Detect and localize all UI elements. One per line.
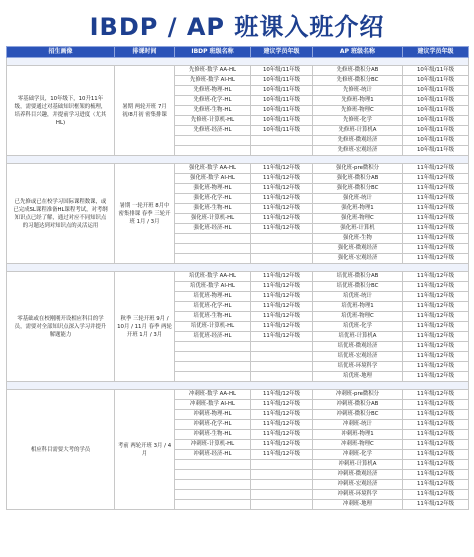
- ibdp-grade-cell: 11年级/12年级: [251, 390, 313, 400]
- group-separator: [7, 58, 469, 66]
- empty-cell: [251, 146, 313, 156]
- ap-grade-cell: 10年级/11年级: [403, 126, 469, 136]
- ibdp-grade-cell: 11年级/12年级: [251, 400, 313, 410]
- header-ibdp-grade: 建议学员年级: [251, 47, 313, 58]
- ap-class-cell: 强化班-微积分AB: [313, 174, 403, 184]
- ibdp-class-cell: 强化班-数学 AA-HL: [175, 164, 251, 174]
- ibdp-class-cell: 冲刺班-物理-HL: [175, 410, 251, 420]
- empty-cell: [251, 490, 313, 500]
- schedule-cell: 秋季 三轮开班 9月 / 10月 / 11月 春季 两轮开班 1月 / 3月: [115, 272, 175, 382]
- header-ibdp-class: IBDP 班级名称: [175, 47, 251, 58]
- ap-class-cell: 强化班-物理1: [313, 204, 403, 214]
- ibdp-class-cell: 培优班-化学-HL: [175, 302, 251, 312]
- table-body: [7, 58, 469, 510]
- ap-class-cell: 培优班-微观经济: [313, 342, 403, 352]
- ap-class-cell: 培优班-化学: [313, 322, 403, 332]
- ap-class-cell: 先修班-微观经济: [313, 136, 403, 146]
- ap-grade-cell: 11年级/12年级: [403, 450, 469, 460]
- ap-class-cell: 冲刺班-微积分BC: [313, 410, 403, 420]
- ap-grade-cell: 11年级/12年级: [403, 204, 469, 214]
- course-table: [6, 46, 469, 510]
- empty-cell: [175, 362, 251, 372]
- ibdp-grade-cell: 11年级/12年级: [251, 174, 313, 184]
- table-header-row: [7, 47, 469, 58]
- ap-class-cell: 强化班-统计: [313, 194, 403, 204]
- table-row: [7, 66, 469, 76]
- header-profile: 招生画像: [7, 47, 115, 58]
- ap-class-cell: 冲刺班-微积分AB: [313, 400, 403, 410]
- header-schedule: 排课时间: [115, 47, 175, 58]
- ap-grade-cell: 11年级/12年级: [403, 342, 469, 352]
- ap-grade-cell: 11年级/12年级: [403, 490, 469, 500]
- ibdp-grade-cell: 11年级/12年级: [251, 282, 313, 292]
- ap-grade-cell: 11年级/12年级: [403, 292, 469, 302]
- ap-class-cell: 冲刺班-计算机A: [313, 460, 403, 470]
- empty-cell: [251, 342, 313, 352]
- ap-grade-cell: 11年级/12年级: [403, 332, 469, 342]
- ibdp-grade-cell: 10年级/11年级: [251, 66, 313, 76]
- ap-grade-cell: 11年级/12年级: [403, 390, 469, 400]
- empty-cell: [251, 500, 313, 510]
- ibdp-grade-cell: 11年级/12年级: [251, 214, 313, 224]
- ap-grade-cell: 10年级/11年级: [403, 86, 469, 96]
- ap-class-cell: 先修班-统计: [313, 86, 403, 96]
- header-ap-class: AP 班级名称: [313, 47, 403, 58]
- empty-cell: [175, 244, 251, 254]
- empty-cell: [175, 470, 251, 480]
- ap-class-cell: 培优班-宏观经济: [313, 352, 403, 362]
- empty-cell: [175, 460, 251, 470]
- ap-class-cell: 强化班-pre微积分: [313, 164, 403, 174]
- ibdp-class-cell: 培优班-经济-HL: [175, 332, 251, 342]
- ap-grade-cell: 11年级/12年级: [403, 184, 469, 194]
- group-separator: [7, 264, 469, 272]
- ibdp-class-cell: 先修班-化学-HL: [175, 96, 251, 106]
- ap-grade-cell: 11年级/12年级: [403, 372, 469, 382]
- ap-class-cell: 培优班-计算机A: [313, 332, 403, 342]
- group-separator: [7, 382, 469, 390]
- ap-class-cell: 强化班-微积分BC: [313, 184, 403, 194]
- table-row: [7, 164, 469, 174]
- empty-cell: [175, 146, 251, 156]
- ibdp-grade-cell: 10年级/11年级: [251, 106, 313, 116]
- ap-grade-cell: 11年级/12年级: [403, 164, 469, 174]
- page: [0, 4, 474, 557]
- ibdp-class-cell: 培优班-生物-HL: [175, 312, 251, 322]
- ap-class-cell: 先修班-宏观经济: [313, 146, 403, 156]
- ibdp-class-cell: 先修班-经济-HL: [175, 126, 251, 136]
- ap-grade-cell: 11年级/12年级: [403, 282, 469, 292]
- ibdp-class-cell: 培优班-数学 AI-HL: [175, 282, 251, 292]
- ap-grade-cell: 10年级/11年级: [403, 116, 469, 126]
- ibdp-class-cell: 先修班-计算机-HL: [175, 116, 251, 126]
- ibdp-grade-cell: 11年级/12年级: [251, 440, 313, 450]
- ibdp-class-cell: 冲刺班-化学-HL: [175, 420, 251, 430]
- ap-grade-cell: 11年级/12年级: [403, 420, 469, 430]
- ibdp-grade-cell: 11年级/12年级: [251, 410, 313, 420]
- ap-grade-cell: 11年级/12年级: [403, 194, 469, 204]
- schedule-cell: 暑期 两轮开班 7月初/8月初 密集排课: [115, 66, 175, 156]
- ap-class-cell: 培优班-物理1: [313, 302, 403, 312]
- ap-class-cell: 冲刺班-物理1: [313, 430, 403, 440]
- ibdp-grade-cell: 10年级/11年级: [251, 116, 313, 126]
- schedule-cell: 考前 两轮开班 3月 / 4月: [115, 390, 175, 510]
- empty-cell: [175, 136, 251, 146]
- ibdp-grade-cell: 11年级/12年级: [251, 450, 313, 460]
- empty-cell: [175, 234, 251, 244]
- group-separator: [7, 156, 469, 164]
- ibdp-grade-cell: 10年级/11年级: [251, 96, 313, 106]
- ibdp-grade-cell: 11年级/12年级: [251, 292, 313, 302]
- ap-class-cell: 先修班-计算机A: [313, 126, 403, 136]
- ap-class-cell: 强化班-计算机: [313, 224, 403, 234]
- student-profile-cell: 零基础或在校刚刚开设相应科目的学员，需要对全部知识点深入学习并提升解题能力: [7, 272, 115, 382]
- ibdp-class-cell: 冲刺班-数学 AI-HL: [175, 400, 251, 410]
- ap-grade-cell: 11年级/12年级: [403, 352, 469, 362]
- ap-class-cell: 冲刺班-地理: [313, 500, 403, 510]
- ap-class-cell: 冲刺班-物理C: [313, 440, 403, 450]
- ap-grade-cell: 11年级/12年级: [403, 214, 469, 224]
- empty-cell: [251, 136, 313, 146]
- ap-class-cell: 先修班-物理1: [313, 96, 403, 106]
- ap-class-cell: 冲刺班-pre微积分: [313, 390, 403, 400]
- empty-cell: [175, 254, 251, 264]
- ap-grade-cell: 11年级/12年级: [403, 430, 469, 440]
- ibdp-class-cell: 培优班-物理-HL: [175, 292, 251, 302]
- empty-cell: [175, 372, 251, 382]
- page-title: IBDP / AP 班课入班介绍: [89, 12, 385, 41]
- ap-class-cell: 培优班-环境科学: [313, 362, 403, 372]
- ap-grade-cell: 11年级/12年级: [403, 322, 469, 332]
- empty-cell: [251, 352, 313, 362]
- ibdp-grade-cell: 11年级/12年级: [251, 272, 313, 282]
- ibdp-class-cell: 培优班-数学 AA-HL: [175, 272, 251, 282]
- ibdp-class-cell: 强化班-生物-HL: [175, 204, 251, 214]
- ibdp-grade-cell: 11年级/12年级: [251, 224, 313, 234]
- ibdp-grade-cell: 10年级/11年级: [251, 126, 313, 136]
- ap-class-cell: 冲刺班-统计: [313, 420, 403, 430]
- header-ap-grade: 建议学员年级: [403, 47, 469, 58]
- ap-class-cell: 培优班-统计: [313, 292, 403, 302]
- schedule-cell: 暑期 一轮开班 8月中 密集排课 春季 三轮开班 1月 / 3月: [115, 164, 175, 264]
- empty-cell: [251, 480, 313, 490]
- ap-grade-cell: 11年级/12年级: [403, 400, 469, 410]
- ap-grade-cell: 10年级/11年级: [403, 66, 469, 76]
- ap-grade-cell: 11年级/12年级: [403, 362, 469, 372]
- ap-grade-cell: 11年级/12年级: [403, 302, 469, 312]
- ap-class-cell: 冲刺班-化学: [313, 450, 403, 460]
- ibdp-class-cell: 强化班-化学-HL: [175, 194, 251, 204]
- ibdp-class-cell: 冲刺班-经济-HL: [175, 450, 251, 460]
- ap-class-cell: 先修班-微积分BC: [313, 76, 403, 86]
- ap-class-cell: 冲刺班-宏观经济: [313, 480, 403, 490]
- ibdp-grade-cell: 11年级/12年级: [251, 302, 313, 312]
- ap-grade-cell: 10年级/11年级: [403, 146, 469, 156]
- ap-grade-cell: 11年级/12年级: [403, 440, 469, 450]
- ibdp-class-cell: 强化班-经济-HL: [175, 224, 251, 234]
- empty-cell: [251, 234, 313, 244]
- separator-cell: [7, 156, 469, 164]
- ibdp-grade-cell: 11年级/12年级: [251, 430, 313, 440]
- empty-cell: [251, 470, 313, 480]
- ap-grade-cell: 11年级/12年级: [403, 234, 469, 244]
- ap-grade-cell: 11年级/12年级: [403, 174, 469, 184]
- ap-grade-cell: 11年级/12年级: [403, 460, 469, 470]
- ap-grade-cell: 11年级/12年级: [403, 470, 469, 480]
- ibdp-grade-cell: 11年级/12年级: [251, 194, 313, 204]
- empty-cell: [251, 254, 313, 264]
- ap-grade-cell: 10年级/11年级: [403, 136, 469, 146]
- ap-grade-cell: 11年级/12年级: [403, 254, 469, 264]
- ap-class-cell: 培优班-微积分BC: [313, 282, 403, 292]
- ap-class-cell: 强化班-微观经济: [313, 244, 403, 254]
- empty-cell: [175, 490, 251, 500]
- ap-grade-cell: 11年级/12年级: [403, 312, 469, 322]
- ap-grade-cell: 11年级/12年级: [403, 224, 469, 234]
- ap-class-cell: 先修班-化学: [313, 116, 403, 126]
- table-row: [7, 272, 469, 282]
- ap-class-cell: 先修班-物理C: [313, 106, 403, 116]
- empty-cell: [175, 480, 251, 490]
- empty-cell: [175, 500, 251, 510]
- ap-class-cell: 强化班-物理C: [313, 214, 403, 224]
- ibdp-grade-cell: 11年级/12年级: [251, 312, 313, 322]
- ibdp-class-cell: 先修班-生物-HL: [175, 106, 251, 116]
- ibdp-class-cell: 先修班-数学 AI-HL: [175, 76, 251, 86]
- ibdp-class-cell: 先修班-数学 AA-HL: [175, 66, 251, 76]
- ap-grade-cell: 10年级/11年级: [403, 106, 469, 116]
- empty-cell: [251, 244, 313, 254]
- ibdp-grade-cell: 11年级/12年级: [251, 420, 313, 430]
- ap-class-cell: 培优班-地理: [313, 372, 403, 382]
- table-row: [7, 390, 469, 400]
- ibdp-grade-cell: 11年级/12年级: [251, 184, 313, 194]
- ibdp-grade-cell: 11年级/12年级: [251, 164, 313, 174]
- ap-grade-cell: 10年级/11年级: [403, 96, 469, 106]
- ibdp-class-cell: 先修班-物理-HL: [175, 86, 251, 96]
- empty-cell: [251, 362, 313, 372]
- ibdp-grade-cell: 11年级/12年级: [251, 332, 313, 342]
- ibdp-grade-cell: 11年级/12年级: [251, 322, 313, 332]
- ibdp-grade-cell: 10年级/11年级: [251, 76, 313, 86]
- empty-cell: [251, 372, 313, 382]
- ap-grade-cell: 11年级/12年级: [403, 500, 469, 510]
- empty-cell: [175, 342, 251, 352]
- student-profile-cell: 零基础学员，10年级下，10升11年级，需要通过对基础知识框架的梳理，培养科目兴趣，并提前学习进度（尤其HL): [7, 66, 115, 156]
- ap-class-cell: 冲刺班-微观经济: [313, 470, 403, 480]
- ap-class-cell: 冲刺班-环境科学: [313, 490, 403, 500]
- separator-cell: [7, 264, 469, 272]
- empty-cell: [175, 352, 251, 362]
- ap-grade-cell: 11年级/12年级: [403, 272, 469, 282]
- empty-cell: [251, 460, 313, 470]
- ap-class-cell: 培优班-微积分AB: [313, 272, 403, 282]
- ibdp-grade-cell: 10年级/11年级: [251, 86, 313, 96]
- ibdp-class-cell: 强化班-数学 AI-HL: [175, 174, 251, 184]
- ibdp-class-cell: 冲刺班-数学 AA-HL: [175, 390, 251, 400]
- ap-class-cell: 培优班-物理C: [313, 312, 403, 322]
- ap-class-cell: 强化班-宏观经济: [313, 254, 403, 264]
- ap-class-cell: 先修班-微积分AB: [313, 66, 403, 76]
- ibdp-class-cell: 培优班-计算机-HL: [175, 322, 251, 332]
- ibdp-class-cell: 强化班-计算机-HL: [175, 214, 251, 224]
- ap-class-cell: 强化班-生物: [313, 234, 403, 244]
- ap-grade-cell: 11年级/12年级: [403, 480, 469, 490]
- student-profile-cell: 相应科目需要大考的学员: [7, 390, 115, 510]
- ibdp-class-cell: 冲刺班-生物-HL: [175, 430, 251, 440]
- ibdp-grade-cell: 11年级/12年级: [251, 204, 313, 214]
- ibdp-class-cell: 强化班-物理-HL: [175, 184, 251, 194]
- ap-grade-cell: 10年级/11年级: [403, 76, 469, 86]
- separator-cell: [7, 58, 469, 66]
- ap-grade-cell: 11年级/12年级: [403, 410, 469, 420]
- student-profile-cell: 已先修或已在校学习国际课程数课，或已完成SL课程准备HL课程考试，对考纲知识点已经了解，通过对应不同知识点的习题达到对知识点的灵活运用: [7, 164, 115, 264]
- separator-cell: [7, 382, 469, 390]
- ibdp-class-cell: 冲刺班-计算机-HL: [175, 440, 251, 450]
- ap-grade-cell: 11年级/12年级: [403, 244, 469, 254]
